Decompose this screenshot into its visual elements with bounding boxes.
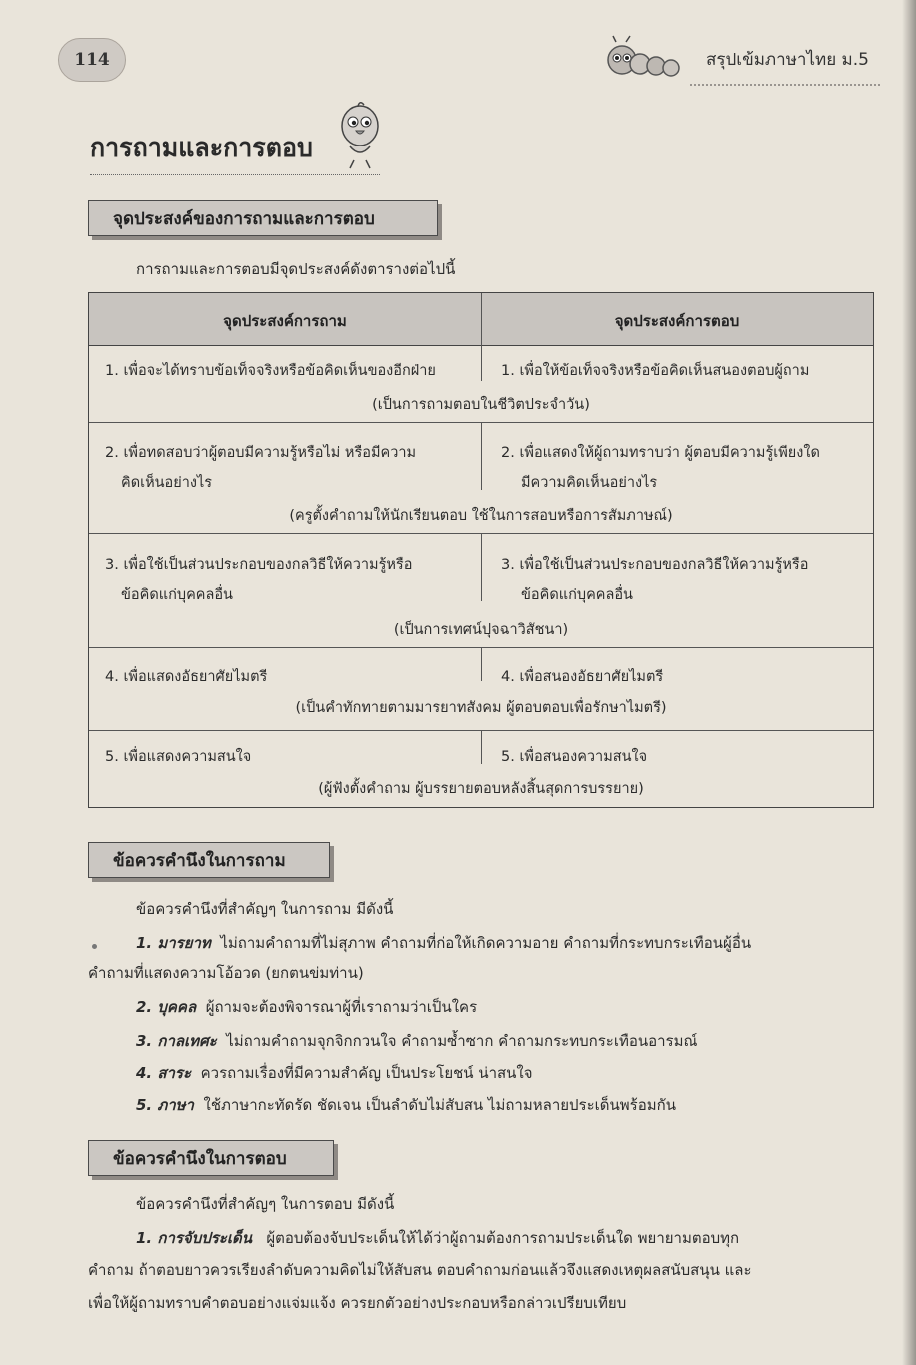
table-header-answer: จุดประสงค์การตอบ	[614, 312, 740, 330]
purpose-table	[88, 292, 874, 808]
table-row-divider	[89, 533, 873, 534]
table-cell-ask: 3. เพื่อใช้เป็นส่วนประกอบของกลวิธีให้ความรู้หรือ	[105, 557, 413, 573]
asking-point-5	[136, 1093, 676, 1117]
bullet-dot	[92, 944, 97, 949]
table-cell-answer: 5. เพื่อสนองความสนใจ	[501, 749, 648, 765]
point-text: ไม่ถามคำถามที่ไม่สุภาพ คำถามที่ก่อให้เกิดความอาย คำถามที่กระทบกระเทือนผู้อื่น	[220, 934, 752, 952]
point-label: 1. การจับประเด็น	[136, 1229, 252, 1247]
point-label: 5. ภาษา	[136, 1096, 194, 1114]
point-text: ผู้ถามจะต้องพิจารณาผู้ที่เราถามว่าเป็นใคร	[205, 998, 478, 1016]
asking-point-1-cont: คำถามที่แสดงความโอ้อวด (ยกตนข่มท่าน)	[88, 964, 364, 982]
table-row-divider	[89, 730, 873, 731]
page-title: การถามและการตอบ	[90, 133, 313, 162]
table-cell-answer: 3. เพื่อใช้เป็นส่วนประกอบของกลวิธีให้ความรู้หรือ	[501, 557, 809, 573]
answering-point-1	[136, 1226, 739, 1250]
table-cell-ask: 1. เพื่อจะได้ทราบข้อเท็จจริงหรือข้อคิดเห็นของอีกฝ่าย	[105, 363, 436, 379]
answering-point-1-cont: เพื่อให้ผู้ถามทราบคำตอบอย่างแจ่มแจ้ง ควรยกตัวอย่างประกอบหรือกล่าวเปรียบเทียบ	[88, 1294, 627, 1312]
table-row-divider	[89, 647, 873, 648]
section-heading-answering: ข้อควรคำนึงในการตอบ	[88, 1140, 334, 1176]
point-label: 1. มารยาท	[136, 934, 211, 952]
caterpillar-mascot-icon	[604, 34, 688, 80]
table-cell-ask: คิดเห็นอย่างไร	[121, 475, 213, 491]
table-row-note: (ครูตั้งคำถามให้นักเรียนตอบ ใช้ในการสอบหรือการสัมภาษณ์)	[289, 508, 673, 524]
table-row-note: (เป็นการเทศน์ปุจฉาวิสัชนา)	[393, 622, 569, 638]
section-heading-purpose: จุดประสงค์ของการถามและการตอบ	[88, 200, 438, 236]
section-heading-asking: ข้อควรคำนึงในการถาม	[88, 842, 330, 878]
page-number-text: 114	[74, 50, 110, 70]
point-label: 3. กาลเทศะ	[136, 1032, 217, 1050]
table-divider	[481, 422, 482, 490]
asking-point-4	[136, 1061, 533, 1085]
table-divider	[481, 647, 482, 681]
table-cell-answer: 4. เพื่อสนองอัธยาศัยไมตรี	[501, 669, 664, 685]
table-cell-answer: 1. เพื่อให้ข้อเท็จจริงหรือข้อคิดเห็นสนองตอบผู้ถาม	[501, 363, 810, 379]
table-cell-ask: 2. เพื่อทดสอบว่าผู้ตอบมีความรู้หรือไม่ หรือมีความ	[105, 445, 417, 461]
point-label: 4. สาระ	[136, 1064, 192, 1082]
table-cell-ask: 5. เพื่อแสดงความสนใจ	[105, 749, 252, 765]
table-divider	[481, 345, 482, 381]
title-underline	[90, 174, 380, 175]
answering-intro: ข้อควรคำนึงที่สำคัญๆ ในการตอบ มีดังนี้	[136, 1195, 395, 1213]
page-edge-shadow	[902, 0, 916, 1365]
table-row-note: (เป็นการถามตอบในชีวิตประจำวัน)	[372, 397, 590, 413]
table-header-ask: จุดประสงค์การถาม	[223, 312, 347, 330]
table-divider	[481, 533, 482, 601]
table-cell-ask: ข้อคิดแก่บุคคลอื่น	[121, 587, 233, 603]
point-label: 2. บุคคล	[136, 998, 197, 1016]
purpose-intro: การถามและการตอบมีจุดประสงค์ดังตารางต่อไปนี้	[136, 260, 456, 278]
point-text: ผู้ตอบต้องจับประเด็นให้ได้ว่าผู้ถามต้องการถามประเด็นใด พยายามตอบทุก	[266, 1229, 740, 1247]
table-divider	[481, 730, 482, 764]
bird-mascot-icon	[334, 100, 386, 172]
table-row-divider	[89, 422, 873, 423]
table-divider	[481, 293, 482, 345]
table-cell-answer: มีความคิดเห็นอย่างไร	[521, 475, 658, 491]
page-number	[58, 38, 126, 82]
table-row-note: (ผู้ฟังตั้งคำถาม ผู้บรรยายตอบหลังสิ้นสุดการบรรยาย)	[318, 781, 644, 797]
point-text: ใช้ภาษากะทัดรัด ชัดเจน เป็นลำดับไม่สับสน ไม่ถามหลายประเด็นพร้อมกัน	[203, 1096, 676, 1114]
table-cell-ask: 4. เพื่อแสดงอัธยาศัยไมตรี	[105, 669, 268, 685]
table-cell-answer: 2. เพื่อแสดงให้ผู้ถามทราบว่า ผู้ตอบมีความรู้เพียงใด	[501, 445, 820, 461]
book-title: สรุปเข้มภาษาไทย ม.5	[706, 50, 869, 70]
asking-point-1	[136, 931, 751, 955]
asking-point-3	[136, 1029, 697, 1053]
point-text: ไม่ถามคำถามจุกจิกกวนใจ คำถามซ้ำซาก คำถามกระทบกระเทือนอารมณ์	[226, 1032, 698, 1050]
header-divider	[690, 84, 880, 86]
asking-point-2	[136, 995, 477, 1019]
answering-point-1-cont: คำถาม ถ้าตอบยาวควรเรียงลำดับความคิดไม่ให้สับสน ตอบคำถามก่อนแล้วจึงแสดงเหตุผลสนับสนุน และ	[88, 1261, 752, 1279]
asking-intro: ข้อควรคำนึงที่สำคัญๆ ในการถาม มีดังนี้	[136, 900, 394, 918]
table-row-note: (เป็นคำทักทายตามมารยาทสังคม ผู้ตอบตอบเพื่อรักษาไมตรี)	[295, 700, 667, 716]
point-text: ควรถามเรื่องที่มีความสำคัญ เป็นประโยชน์ น่าสนใจ	[200, 1064, 533, 1082]
table-cell-answer: ข้อคิดแก่บุคคลอื่น	[521, 587, 633, 603]
